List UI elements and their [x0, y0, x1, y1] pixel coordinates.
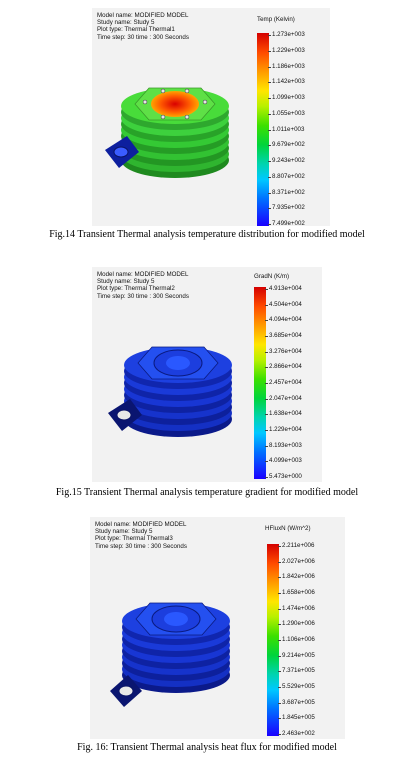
legend-tick-mark [265, 430, 268, 431]
info-plot-type: Plot type: Thermal Thermal2 [97, 285, 175, 293]
legend-tick-label: 1.186e+003 [272, 62, 305, 70]
info-time-step: Time step: 30 time : 300 Seconds [97, 292, 189, 300]
cylinder-model [100, 319, 240, 469]
info-model-name: Model name: MODIFIED MODEL [97, 271, 189, 278]
legend-tick-label: 2.463e+002 [282, 730, 315, 737]
legend-tick-label: 1.229e+004 [269, 426, 302, 433]
legend-tick-mark [268, 130, 271, 131]
legend-tick-mark [278, 734, 281, 735]
legend-tick-label: 4.913e+004 [269, 285, 302, 292]
legend-tick-label: 1.106e+006 [282, 636, 315, 643]
legend-tick-mark [268, 208, 271, 209]
legend-tick-mark [268, 177, 271, 178]
legend-tick-label: 8.807e+002 [272, 172, 305, 180]
legend-tick-mark [278, 718, 281, 719]
legend-tick-mark [265, 320, 268, 321]
legend-tick-label: 9.214e+005 [282, 651, 315, 659]
legend-tick-mark [268, 51, 271, 52]
legend-tick-mark [278, 671, 281, 672]
legend-tick-mark [265, 305, 268, 306]
legend-tick-label: 2.047e+004 [269, 394, 302, 402]
legend-tick-label: 2.457e+004 [269, 379, 302, 386]
legend-tick-mark [278, 703, 281, 704]
legend-tick-mark [278, 687, 281, 688]
legend-tick-label: 5.529e+005 [282, 683, 315, 690]
legend-tick-label: 4.504e+004 [269, 300, 302, 308]
legend-tick-label: 7.371e+005 [282, 667, 315, 675]
legend-tick-label: 1.142e+003 [272, 78, 305, 86]
legend-tick-mark [265, 367, 268, 368]
legend-tick-mark [268, 82, 271, 83]
spark-plug-seat [166, 356, 190, 370]
hot-spot [151, 91, 199, 117]
legend-tick-mark [268, 98, 271, 99]
legend-tick-label: 4.099e+003 [269, 457, 302, 465]
legend-tick-label: 5.473e+000 [269, 473, 302, 480]
legend-tick-label: 2.866e+004 [269, 363, 302, 371]
figure-16-caption: Fig. 16: Transient Thermal analysis heat flux for modified model [77, 742, 337, 753]
legend-unit: HFluxN (W/m^2) [265, 525, 311, 532]
legend-unit: Temp (Kelvin) [257, 16, 295, 23]
legend-tick-mark [278, 593, 281, 594]
legend-tick-label: 7.499e+002 [272, 220, 305, 226]
legend-tick-label: 3.685e+004 [269, 332, 302, 339]
figure-14-panel [92, 8, 330, 226]
bolt-icon [161, 115, 165, 119]
figure-16-panel [90, 517, 345, 739]
figure-15-caption: Fig.15 Transient Thermal analysis temperature gradient for modified model [55, 487, 359, 498]
legend-tick-label: 2.211e+006 [282, 542, 315, 549]
legend-tick-label: 1.845e+005 [282, 714, 315, 722]
info-model-name: Model name: MODIFIED MODEL [97, 12, 189, 19]
legend-tick-label: 1.011e+003 [272, 125, 305, 133]
info-time-step: Time step: 30 time : 300 Seconds [95, 542, 187, 550]
legend-tick-mark [265, 446, 268, 447]
legend-tick-mark [278, 656, 281, 657]
info-plot-type: Plot type: Thermal Thermal3 [95, 535, 173, 543]
cylinder-model [98, 575, 238, 725]
figure-14-caption: Fig.14 Transient Thermal analysis temperature distribution for modified model [49, 229, 365, 240]
legend-tick-mark [265, 336, 268, 337]
legend-tick-mark [268, 161, 271, 162]
legend-tick-mark [268, 224, 271, 225]
legend-tick-label: 1.273e+003 [272, 31, 305, 38]
legend-tick-mark [265, 477, 268, 478]
legend-tick-mark [268, 35, 271, 36]
info-study-name: Study name: Study 5 [97, 278, 155, 286]
info-study-name: Study name: Study 5 [97, 19, 155, 27]
legend-tick-mark [278, 640, 281, 641]
info-time-step: Time step: 30 time : 300 Seconds [97, 33, 189, 41]
model-info [95, 521, 187, 550]
legend-tick-label: 1.229e+003 [272, 46, 305, 54]
legend-tick-mark [268, 193, 271, 194]
legend-tick-label: 9.679e+002 [272, 141, 305, 149]
spark-plug-seat [164, 612, 188, 626]
legend-tick-mark [278, 624, 281, 625]
legend-tick-mark [278, 577, 281, 578]
bolt-icon [161, 89, 165, 93]
legend-tick-mark [265, 352, 268, 353]
bolt-icon [185, 89, 189, 93]
legend-tick-label: 1.638e+004 [269, 410, 302, 418]
legend-tick-label: 1.099e+003 [272, 94, 305, 101]
legend-tick-label: 1.055e+003 [272, 109, 305, 117]
cylinder-model [97, 68, 237, 218]
info-model-name: Model name: MODIFIED MODEL [95, 521, 187, 528]
legend-tick-label: 2.027e+006 [282, 557, 315, 565]
legend-tick-mark [265, 383, 268, 384]
legend-tick-mark [265, 461, 268, 462]
bolt-icon [185, 115, 189, 119]
legend-tick-mark [278, 562, 281, 563]
legend-tick-label: 3.687e+005 [282, 698, 315, 706]
legend-tick-label: 3.276e+004 [269, 347, 302, 355]
legend-tick-label: 9.243e+002 [272, 157, 305, 164]
legend-tick-mark [268, 67, 271, 68]
bolt-icon [143, 100, 147, 104]
legend-tick-label: 4.094e+004 [269, 316, 302, 324]
info-plot-type: Plot type: Thermal Thermal1 [97, 26, 175, 34]
legend-tick-label: 1.290e+006 [282, 620, 315, 628]
model-info [97, 271, 189, 300]
legend-tick-mark [278, 546, 281, 547]
legend-tick-mark [268, 114, 271, 115]
legend-unit: GradN (K/m) [254, 273, 290, 280]
legend-tick-mark [265, 289, 268, 290]
legend-tick-label: 7.935e+002 [272, 204, 305, 212]
figure-15-panel [92, 267, 322, 482]
legend-tick-label: 8.371e+002 [272, 188, 305, 196]
model-info [97, 12, 189, 41]
legend-tick-label: 1.474e+006 [282, 604, 315, 612]
legend-tick-label: 8.193e+003 [269, 441, 302, 449]
legend-tick-label: 1.842e+006 [282, 573, 315, 581]
bolt-icon [203, 100, 207, 104]
legend-tick-mark [265, 399, 268, 400]
legend-tick-mark [265, 414, 268, 415]
legend-tick-mark [268, 145, 271, 146]
info-study-name: Study name: Study 5 [95, 528, 153, 536]
legend-tick-mark [278, 609, 281, 610]
legend-tick-label: 1.658e+006 [282, 589, 315, 596]
